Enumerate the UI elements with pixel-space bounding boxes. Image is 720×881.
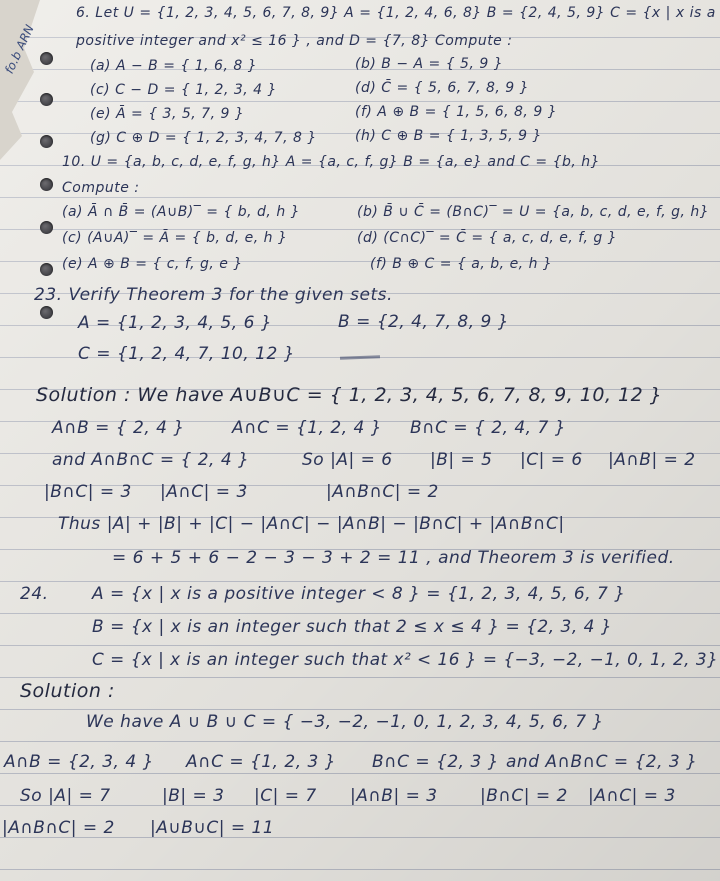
problem-6-f: (f) A ⊕ B = { 1, 5, 6, 8, 9 } [355,104,558,120]
problem-23-solution: Solution : We have A∪B∪C = { 1, 2, 3, 4, 5, 6, 7, 8, 9, 10, 12 } [36,384,663,406]
problem-23-thus: Thus |A| + |B| + |C| − |A∩C| − |A∩B| − |B∩C| + |A∩B∩C| [58,514,565,534]
problem-23-anb: A∩B = { 2, 4 } [52,418,185,438]
problem-6-header-cont: positive integer and x² ≤ 16 } , and D = {7, 8} Compute : [76,33,513,49]
binder-hole [40,135,53,148]
binder-hole [40,52,53,65]
problem-24-card-union: |A∪B∪C| = 11 [150,818,275,838]
problem-6-h: (h) C ⊕ B = { 1, 3, 5, 9 } [355,128,542,144]
problem-23-card-c: |C| = 6 [520,450,583,470]
problem-23-header: 23. Verify Theorem 3 for the given sets. [34,285,393,305]
problem-24-anc: A∩C = {1, 2, 3 } [186,752,337,772]
problem-6-header: 6. Let U = {1, 2, 3, 4, 5, 6, 7, 8, 9} A = {1, 2, 4, 6, 8} B = {2, 4, 5, 9} C = {x | x is a [76,5,716,21]
problem-24-set-b: B = {x | x is an integer such that 2 ≤ x ≤ 4 } = {2, 3, 4 } [92,617,613,637]
margin-note: fo.b ARN [2,22,37,76]
problem-24-card-anbnc: |A∩B∩C| = 2 [2,818,115,838]
problem-23-card-bnc: |B∩C| = 3 [44,482,132,502]
problem-23-set-c: C = {1, 2, 4, 7, 10, 12 } [78,344,296,364]
problem-24-card-anc: |A∩C| = 3 [588,786,676,806]
problem-24-anb: A∩B = {2, 3, 4 } [4,752,154,772]
problem-24-card-b: |B| = 3 [162,786,225,806]
problem-24-card-a: So |A| = 7 [20,786,111,806]
problem-23-card-a: So |A| = 6 [302,450,393,470]
binder-hole [40,221,53,234]
torn-paper-edge [0,0,40,160]
problem-6-d: (d) C̄ = { 5, 6, 7, 8, 9 } [355,80,530,96]
problem-24-set-c: C = {x | x is an integer such that x² < 16 } = {−3, −2, −1, 0, 1, 2, 3} [92,650,719,670]
problem-6-c: (c) C − D = { 1, 2, 3, 4 } [90,82,277,98]
problem-23-card-anc: |A∩C| = 3 [160,482,248,502]
problem-10-a: (a) Ā ∩ B̄ = (A∪B)‾ = { b, d, h } [62,204,301,220]
problem-24-card-c: |C| = 7 [254,786,317,806]
binder-hole [40,263,53,276]
scribble-mark [340,355,380,359]
problem-10-header: 10. U = {a, b, c, d, e, f, g, h} A = {a, c, f, g} B = {a, e} and C = {b, h} [62,154,601,170]
problem-23-anc: A∩C = {1, 2, 4 } [232,418,383,438]
binder-hole [40,306,53,319]
problem-23-result: = 6 + 5 + 6 − 2 − 3 − 3 + 2 = 11 , and Theorem 3 is verified. [112,548,675,568]
binder-hole [40,93,53,106]
problem-24-solution: Solution : [20,680,115,702]
problem-6-g: (g) C ⊕ D = { 1, 2, 3, 4, 7, 8 } [90,130,317,146]
problem-6-a: (a) A − B = { 1, 6, 8 } [90,58,258,74]
problem-23-set-a: A = {1, 2, 3, 4, 5, 6 } [78,313,273,333]
problem-23-card-anb: |A∩B| = 2 [608,450,696,470]
problem-24-anbnc: and A∩B∩C = {2, 3 } [506,752,698,772]
problem-10-e: (e) A ⊕ B = { c, f, g, e } [62,256,243,272]
problem-23-card-b: |B| = 5 [430,450,493,470]
problem-10-f: (f) B ⊕ C = { a, b, e, h } [370,256,553,272]
problem-10-c: (c) (A∪A)‾ = Ā = { b, d, e, h } [62,230,288,246]
problem-10-b: (b) B̄ ∪ C̄ = (B∩C)‾ = U = {a, b, c, d, e, f, g, h} [357,204,710,220]
problem-23-set-b: B = {2, 4, 7, 8, 9 } [338,312,510,332]
binder-hole [40,178,53,191]
problem-10-d: (d) (C∩C)‾ = C̄ = { a, c, d, e, f, g } [357,230,618,246]
problem-24-card-anb: |A∩B| = 3 [350,786,438,806]
problem-10-compute: Compute : [62,180,140,196]
problem-24-set-a: A = {x | x is a positive integer < 8 } = {1, 2, 3, 4, 5, 6, 7 } [92,584,626,604]
problem-6-b: (b) B − A = { 5, 9 } [355,56,504,72]
problem-24-label: 24. [20,584,49,604]
problem-24-bnc: B∩C = {2, 3 } [372,752,500,772]
problem-24-union: We have A ∪ B ∪ C = { −3, −2, −1, 0, 1, 2, 3, 4, 5, 6, 7 } [86,712,604,732]
problem-24-card-bnc: |B∩C| = 2 [480,786,568,806]
problem-23-card-anbnc: |A∩B∩C| = 2 [326,482,439,502]
problem-23-anbnc: and A∩B∩C = { 2, 4 } [52,450,250,470]
problem-6-e: (e) Ā = { 3, 5, 7, 9 } [90,106,245,122]
problem-23-bnc: B∩C = { 2, 4, 7 } [410,418,567,438]
